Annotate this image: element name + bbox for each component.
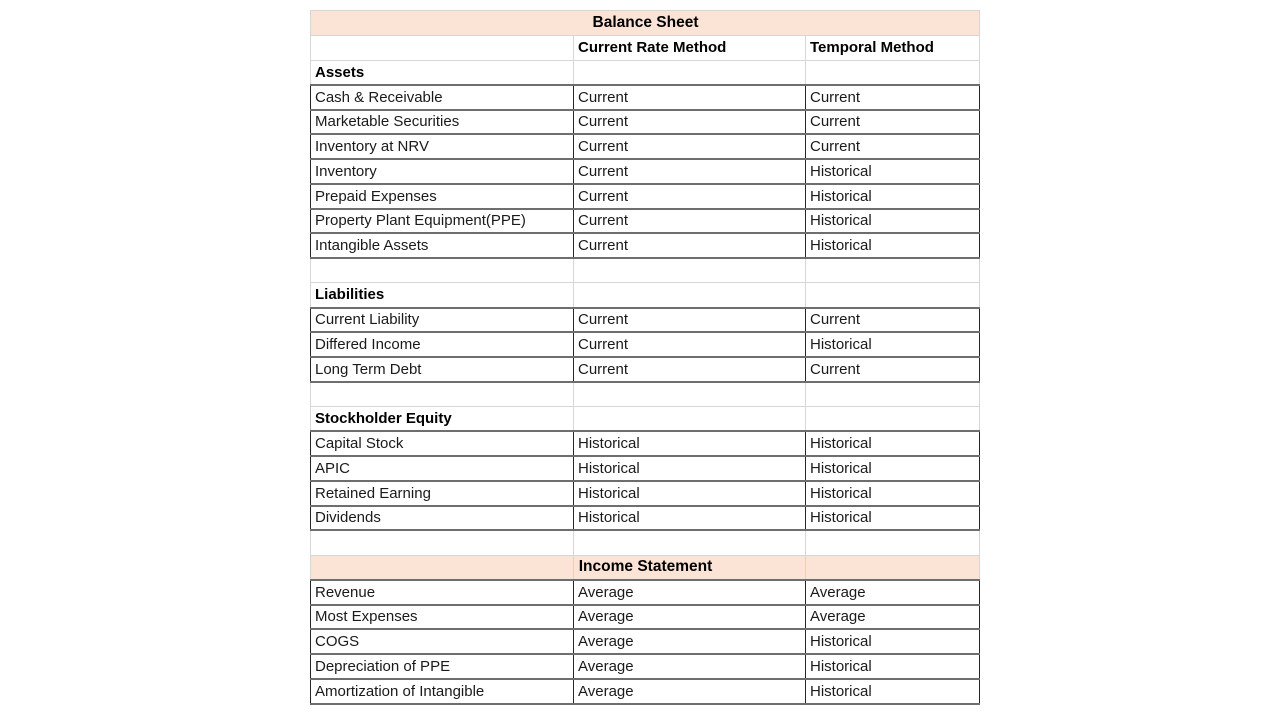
table-row xyxy=(311,654,980,679)
table-row xyxy=(311,431,980,456)
section-row-equity xyxy=(311,407,980,432)
table-row xyxy=(311,159,980,184)
table-row xyxy=(311,629,980,654)
item-cell: Long Term Debt xyxy=(311,357,574,382)
empty-cell xyxy=(574,60,806,85)
table-row xyxy=(311,679,980,704)
current-rate-cell: Current xyxy=(574,357,806,382)
item-cell: Depreciation of PPE xyxy=(311,654,574,679)
section-label-assets: Assets xyxy=(311,60,574,85)
table-row xyxy=(311,209,980,234)
temporal-cell: Historical xyxy=(806,159,980,184)
empty-cell xyxy=(806,283,980,308)
empty-cell xyxy=(806,530,980,555)
temporal-cell: Current xyxy=(806,85,980,110)
current-rate-cell: Current xyxy=(574,184,806,209)
balance-sheet-band xyxy=(311,11,980,36)
item-cell: Marketable Securities xyxy=(311,110,574,135)
table-row xyxy=(311,308,980,333)
current-rate-cell: Average xyxy=(574,629,806,654)
temporal-cell: Historical xyxy=(806,506,980,531)
temporal-cell: Historical xyxy=(806,679,980,704)
income-statement-band xyxy=(311,555,980,580)
current-rate-cell: Current xyxy=(574,209,806,234)
temporal-cell: Historical xyxy=(806,184,980,209)
temporal-cell: Historical xyxy=(806,332,980,357)
translation-methods-table xyxy=(310,10,980,705)
item-cell: COGS xyxy=(311,629,574,654)
current-rate-cell: Historical xyxy=(574,506,806,531)
item-cell: Differed Income xyxy=(311,332,574,357)
current-rate-cell: Average xyxy=(574,654,806,679)
temporal-cell: Historical xyxy=(806,456,980,481)
spacer-row xyxy=(311,530,980,555)
temporal-cell: Current xyxy=(806,308,980,333)
table-row xyxy=(311,233,980,258)
current-rate-cell: Average xyxy=(574,605,806,630)
temporal-cell: Current xyxy=(806,357,980,382)
empty-cell xyxy=(311,258,574,283)
temporal-cell: Current xyxy=(806,110,980,135)
item-cell: Dividends xyxy=(311,506,574,531)
table-row xyxy=(311,85,980,110)
temporal-cell: Current xyxy=(806,134,980,159)
temporal-cell: Historical xyxy=(806,629,980,654)
empty-cell xyxy=(806,258,980,283)
current-rate-cell: Current xyxy=(574,85,806,110)
temporal-cell: Historical xyxy=(806,209,980,234)
empty-cell xyxy=(311,382,574,407)
empty-cell xyxy=(311,530,574,555)
temporal-cell: Historical xyxy=(806,654,980,679)
col-header-current-rate: Current Rate Method xyxy=(574,35,806,60)
table-row xyxy=(311,357,980,382)
header-blank-cell xyxy=(311,35,574,60)
empty-cell xyxy=(574,407,806,432)
table-row xyxy=(311,481,980,506)
empty-cell xyxy=(574,283,806,308)
current-rate-cell: Current xyxy=(574,159,806,184)
empty-cell xyxy=(806,382,980,407)
item-cell: Inventory at NRV xyxy=(311,134,574,159)
spacer-row xyxy=(311,382,980,407)
col-header-temporal: Temporal Method xyxy=(806,35,980,60)
balance-sheet-title: Balance Sheet xyxy=(311,11,980,36)
temporal-cell: Historical xyxy=(806,481,980,506)
empty-cell xyxy=(574,382,806,407)
temporal-cell: Average xyxy=(806,580,980,605)
item-cell: Capital Stock xyxy=(311,431,574,456)
temporal-cell: Historical xyxy=(806,233,980,258)
empty-cell xyxy=(806,60,980,85)
item-cell: Cash & Receivable xyxy=(311,85,574,110)
current-rate-cell: Average xyxy=(574,679,806,704)
current-rate-cell: Historical xyxy=(574,431,806,456)
empty-cell xyxy=(806,407,980,432)
item-cell: Prepaid Expenses xyxy=(311,184,574,209)
item-cell: Most Expenses xyxy=(311,605,574,630)
empty-cell xyxy=(574,530,806,555)
item-cell: Current Liability xyxy=(311,308,574,333)
item-cell: Intangible Assets xyxy=(311,233,574,258)
section-row-liabilities xyxy=(311,283,980,308)
table-row xyxy=(311,134,980,159)
current-rate-cell: Current xyxy=(574,233,806,258)
current-rate-cell: Current xyxy=(574,134,806,159)
current-rate-cell: Current xyxy=(574,332,806,357)
item-cell: Amortization of Intangible xyxy=(311,679,574,704)
table-row xyxy=(311,184,980,209)
temporal-cell: Average xyxy=(806,605,980,630)
spacer-row xyxy=(311,258,980,283)
current-rate-cell: Historical xyxy=(574,456,806,481)
table-row xyxy=(311,506,980,531)
item-cell: Revenue xyxy=(311,580,574,605)
item-cell: Property Plant Equipment(PPE) xyxy=(311,209,574,234)
current-rate-cell: Current xyxy=(574,308,806,333)
item-cell: APIC xyxy=(311,456,574,481)
item-cell: Inventory xyxy=(311,159,574,184)
table-row xyxy=(311,605,980,630)
table-row xyxy=(311,580,980,605)
income-statement-title: Income Statement xyxy=(311,555,980,580)
current-rate-cell: Current xyxy=(574,110,806,135)
table-row xyxy=(311,332,980,357)
temporal-cell: Historical xyxy=(806,431,980,456)
empty-cell xyxy=(574,258,806,283)
section-label-liabilities: Liabilities xyxy=(311,283,574,308)
section-label-equity: Stockholder Equity xyxy=(311,407,574,432)
current-rate-cell: Historical xyxy=(574,481,806,506)
balance-sheet-grid xyxy=(310,10,980,705)
column-header-row xyxy=(311,35,980,60)
table-row xyxy=(311,456,980,481)
item-cell: Retained Earning xyxy=(311,481,574,506)
current-rate-cell: Average xyxy=(574,580,806,605)
table-row xyxy=(311,110,980,135)
section-row-assets xyxy=(311,60,980,85)
